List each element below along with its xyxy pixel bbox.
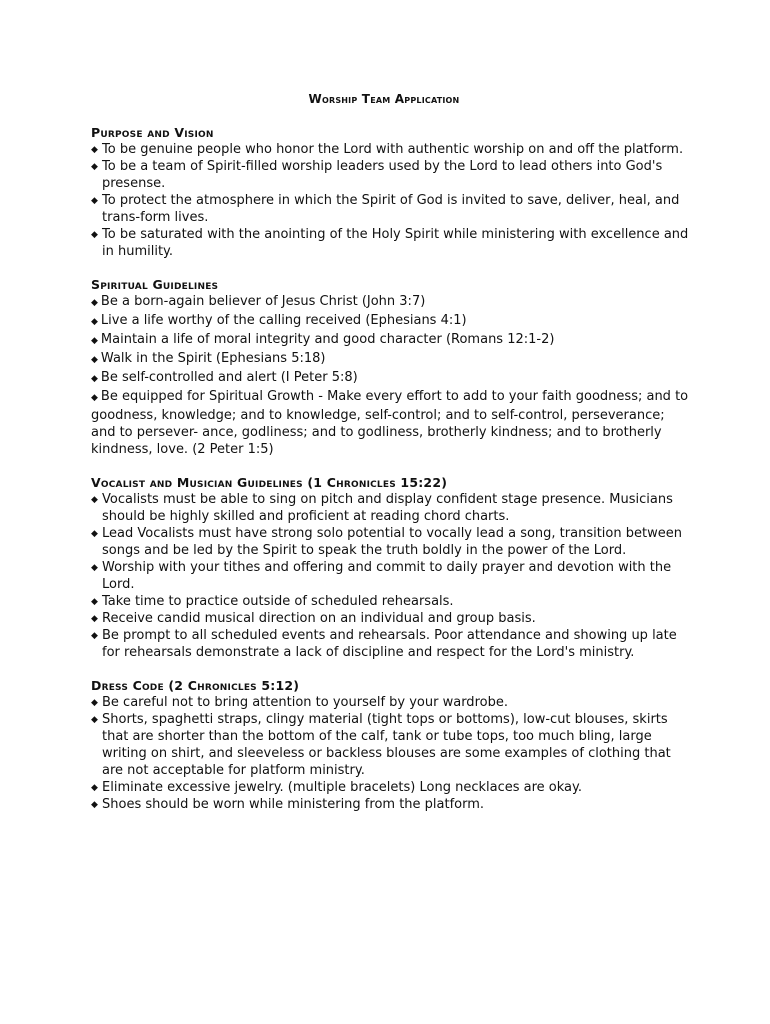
list-item — [91, 388, 691, 458]
bullet-icon: ◆ — [91, 145, 98, 155]
list-item-text: Live a life worthy of the calling received (Ephesians 4:1) — [100, 313, 467, 328]
list-item — [91, 694, 691, 711]
bullet-icon: ◆ — [91, 495, 98, 505]
list-item-text: Shorts, spaghetti straps, clingy material (tight tops or bottoms), low-cut blouses, skirts that are shorter than the bottom of the calf, tank or tube tops, too much bling, large writing on shirt, and sleeveless or backless blouses are some examples of clothing that are not acceptable for platform ministry. — [102, 712, 671, 778]
list-item — [91, 350, 691, 369]
list-item-text: Lead Vocalists must have strong solo potential to vocally lead a song, transition between songs and be led by the Spirit to speak the truth boldly in the power of the Lord. — [102, 526, 682, 558]
list-item-text: Be prompt to all scheduled events and rehearsals. Poor attendance and showing up late for rehearsals demonstrate a lack of discipline and respect for the Lord's ministry. — [102, 628, 677, 660]
list-item-text: Be equipped for Spiritual Growth - Make every effort to add to your faith goodness; and to goodness, knowledge; and to knowledge, self-control; and to self-control, perseverance; and to persever- ance, godliness; and to godliness, brotherly kindness; and to brotherly kindness, love. (2 Peter 1:5) — [91, 389, 689, 457]
list-item — [91, 491, 691, 525]
section-vocalist-musician-guidelines — [91, 474, 691, 661]
list-item — [91, 627, 691, 661]
bullet-icon: ◆ — [91, 563, 98, 573]
list-item-text: To be a team of Spirit-filled worship leaders used by the Lord to lead others into God's presense. — [102, 159, 663, 191]
list-item — [91, 711, 691, 779]
bullet-icon: ◆ — [91, 230, 98, 240]
bullet-list — [91, 293, 691, 458]
bullet-icon: ◆ — [91, 355, 98, 365]
list-item — [91, 559, 691, 593]
section-heading: Purpose and Vision — [91, 125, 214, 140]
list-item — [91, 141, 691, 158]
bullet-icon: ◆ — [91, 196, 98, 206]
bullet-icon: ◆ — [91, 162, 98, 172]
section-spiritual-guidelines — [91, 276, 691, 458]
bullet-icon: ◆ — [91, 715, 98, 725]
section-dress-code — [91, 677, 691, 813]
list-item — [91, 369, 691, 388]
section-purpose-and-vision — [91, 124, 691, 260]
list-item-text: Walk in the Spirit (Ephesians 5:18) — [100, 351, 326, 366]
section-heading: Spiritual Guidelines — [91, 277, 219, 292]
list-item-text: Be a born-again believer of Jesus Christ (John 3:7) — [100, 294, 426, 309]
list-item-text: Take time to practice outside of scheduled rehearsals. — [102, 594, 454, 609]
bullet-icon: ◆ — [91, 783, 98, 793]
list-item — [91, 192, 691, 226]
list-item — [91, 158, 691, 192]
list-item — [91, 796, 691, 813]
bullet-icon: ◆ — [91, 698, 98, 708]
list-item-text: Vocalists must be able to sing on pitch and display confident stage presence. Musicians should be highly skilled and proficient at reading chord charts. — [102, 492, 673, 524]
bullet-icon: ◆ — [91, 614, 98, 624]
list-item — [91, 293, 691, 312]
bullet-icon: ◆ — [91, 317, 98, 327]
list-item-text: Shoes should be worn while ministering from the platform. — [102, 797, 485, 812]
list-item-text: Receive candid musical direction on an individual and group basis. — [102, 611, 536, 626]
list-item-text: Be careful not to bring attention to yourself by your wardrobe. — [102, 695, 508, 710]
list-item — [91, 226, 691, 260]
list-item — [91, 525, 691, 559]
list-item-text: To be genuine people who honor the Lord with authentic worship on and off the platform. — [102, 142, 684, 157]
bullet-icon: ◆ — [91, 336, 98, 346]
bullet-icon: ◆ — [91, 374, 98, 384]
bullet-list — [91, 491, 691, 661]
list-item-text: Eliminate excessive jewelry. (multiple bracelets) Long necklaces are okay. — [102, 780, 582, 795]
list-item-text: To be saturated with the anointing of the Holy Spirit while ministering with excellence and in humility. — [102, 227, 689, 259]
section-heading: Vocalist and Musician Guidelines (1 Chronicles 15:22) — [91, 475, 448, 490]
bullet-list — [91, 141, 691, 260]
list-item-text: Be self-controlled and alert (I Peter 5:8) — [100, 370, 358, 385]
list-item — [91, 312, 691, 331]
bullet-icon: ◆ — [91, 597, 98, 607]
list-item-text: Maintain a life of moral integrity and good character (Romans 12:1-2) — [100, 332, 555, 347]
bullet-icon: ◆ — [91, 800, 98, 810]
section-heading: Dress Code (2 Chronicles 5:12) — [91, 678, 300, 693]
bullet-icon: ◆ — [91, 529, 98, 539]
document-content — [91, 91, 691, 829]
bullet-icon: ◆ — [91, 393, 98, 403]
list-item — [91, 331, 691, 350]
page-title: Worship Team Application — [308, 92, 460, 106]
list-item-text: To protect the atmosphere in which the Spirit of God is invited to save, deliver, heal, and trans-form lives. — [102, 193, 680, 225]
list-item — [91, 593, 691, 610]
bullet-list — [91, 694, 691, 813]
bullet-icon: ◆ — [91, 631, 98, 641]
list-item-text: Worship with your tithes and offering and commit to daily prayer and devotion with the Lord. — [102, 560, 672, 592]
list-item — [91, 610, 691, 627]
list-item — [91, 779, 691, 796]
bullet-icon: ◆ — [91, 298, 98, 308]
